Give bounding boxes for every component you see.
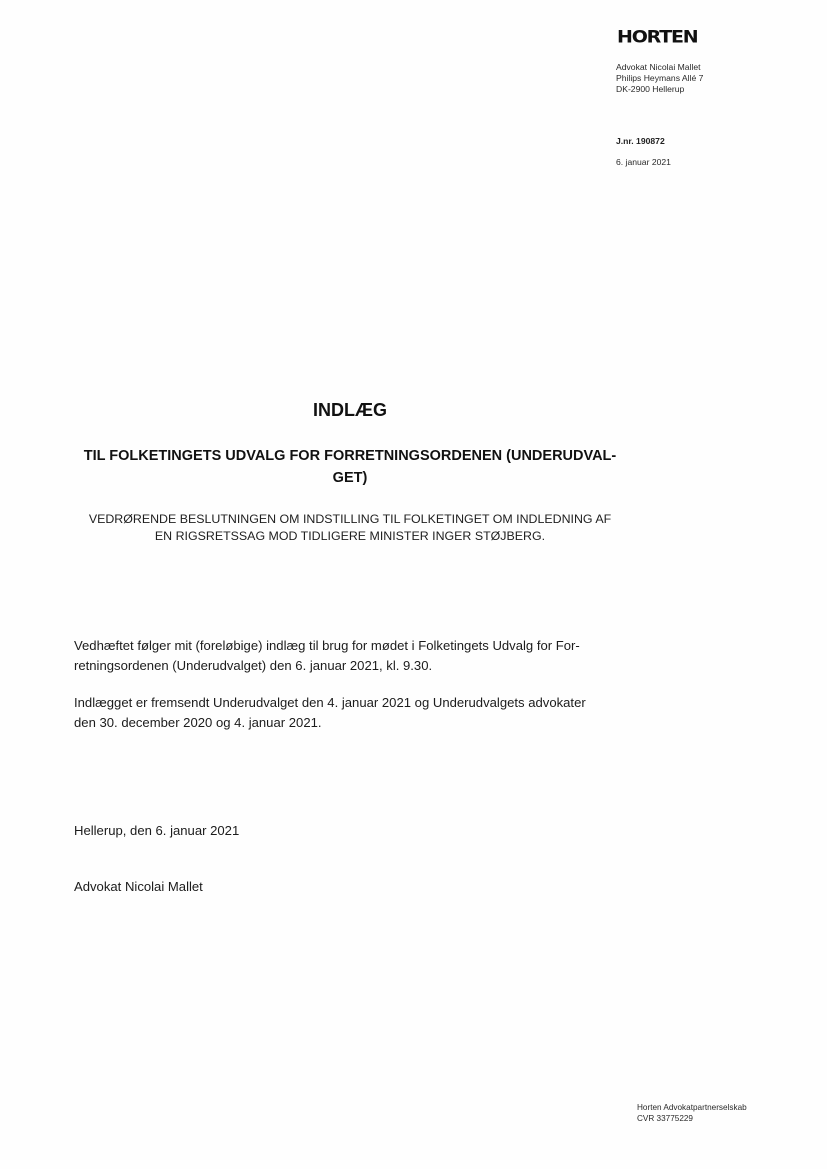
subtitle-line: GET) xyxy=(332,470,368,486)
header-date: 6. januar 2021 xyxy=(616,157,671,167)
sender-city: DK-2900 Hellerup xyxy=(616,84,685,94)
paragraph-line: Vedhæftet følger mit (foreløbige) indlæg til brug for mødet i Folketingets Udvalg for For- xyxy=(74,638,580,653)
sender-name: Advokat Nicolai Mallet xyxy=(616,62,701,72)
regarding-line: VEDRØRENDE BESLUTNINGEN OM INDSTILLING TIL FOLKETINGET OM INDLEDNING AF xyxy=(88,512,612,526)
subtitle-line: TIL FOLKETINGETS UDVALG FOR FORRETNINGSORDENEN (UNDERUDVAL- xyxy=(83,448,617,464)
paragraph-line: Indlægget er fremsendt Underudvalget den 4. januar 2021 og Underudvalgets advokater xyxy=(74,695,586,710)
paragraph-line: retningsordenen (Underudvalget) den 6. januar 2021, kl. 9.30. xyxy=(74,658,433,673)
body-paragraph-1 xyxy=(74,636,634,676)
regarding-text xyxy=(73,511,627,545)
document-title: INDLÆG xyxy=(313,400,387,420)
signature: Advokat Nicolai Mallet xyxy=(74,879,203,894)
sender-address xyxy=(616,62,703,95)
place-and-date: Hellerup, den 6. januar 2021 xyxy=(74,823,240,838)
body-paragraph-2 xyxy=(74,693,634,733)
document-subtitle xyxy=(73,445,627,489)
footer xyxy=(637,1103,747,1124)
footer-company: Horten Advokatpartnerselskab xyxy=(637,1103,747,1112)
footer-cvr: CVR 33775229 xyxy=(637,1113,693,1123)
sender-street: Philips Heymans Allé 7 xyxy=(616,73,704,83)
horten-logo: HORTEN xyxy=(617,27,698,47)
journal-number: J.nr. 190872 xyxy=(616,136,665,146)
regarding-line: EN RIGSRETSSAG MOD TIDLIGERE MINISTER INGER STØJBERG. xyxy=(154,529,546,543)
paragraph-line: den 30. december 2020 og 4. januar 2021. xyxy=(74,715,322,730)
